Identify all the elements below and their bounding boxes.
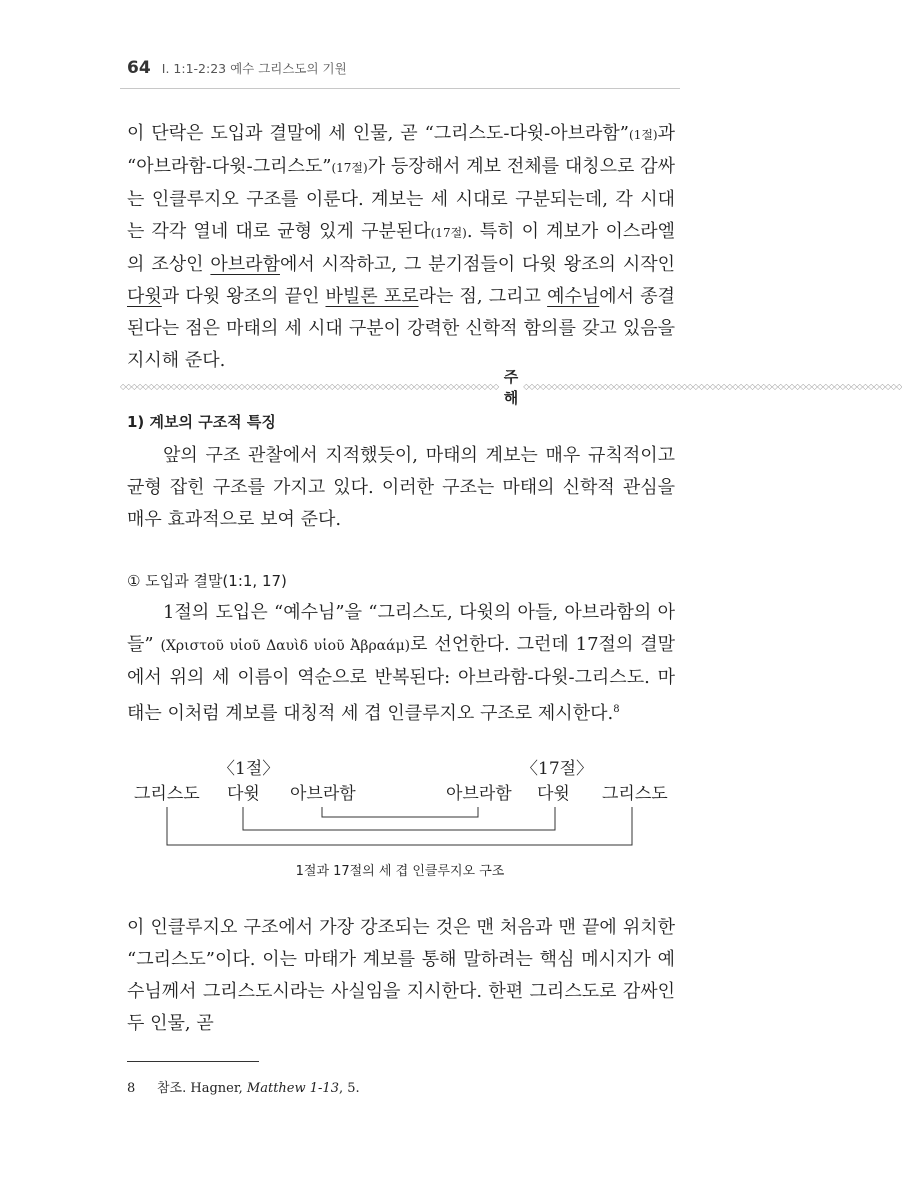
verse-ref: (1절): [629, 128, 658, 142]
subsection-heading: ① 도입과 결말(1:1, 17): [127, 572, 287, 590]
name-david-left: 다윗: [227, 784, 260, 804]
outer-bracket: [167, 807, 632, 845]
subsection-paragraph: 1절의 도입은 “예수님”을 “그리스도, 다윗의 아들, 아브라함의 아들” (Χριστοῦ υἱοῦ Δαυὶδ υἱοῦ Ἀβραάμ)로 선언한다. 그런데 17절의 결말에서 위의 세 이름이 역순으로 반복된다: 아브라함-다윗-그리스도. 마태는 이처럼 계보를 대칭적 세 겹 인클루지오 구조로 제시한다.$^8$: [127, 602, 676, 724]
footnote-title: Matthew 1-13: [246, 1081, 339, 1096]
divider-label: 주해: [503, 368, 519, 407]
verse-1-label: 〈1절〉: [218, 759, 280, 779]
running-header: [127, 58, 347, 86]
underlined-term: 예수님: [547, 286, 600, 307]
name-abraham-left: 아브라함: [290, 784, 356, 804]
middle-bracket: [243, 807, 555, 830]
bracket-lines: [120, 750, 680, 850]
inclusio-diagram: [120, 750, 680, 850]
section-paragraph: 앞의 구조 관찰에서 지적했듯이, 마태의 계보는 매우 규칙적이고 균형 잡힌 구조를 가지고 있다. 이러한 구조는 마태의 신학적 관심을 매우 효과적으로 보여 준다.: [127, 445, 675, 530]
name-christ-left: 그리스도: [134, 784, 200, 804]
running-title: I. 1:1-2:23 예수 그리스도의 기원: [161, 61, 347, 76]
name-david-right: 다윗: [537, 784, 570, 804]
section-heading: 1) 계보의 구조적 특징: [127, 413, 276, 431]
underlined-term: 다윗: [127, 286, 162, 307]
section-divider: [120, 368, 902, 407]
underlined-term: 아브라함: [210, 254, 280, 275]
page-number: 64: [127, 58, 151, 78]
underlined-term: 바빌론 포로: [325, 286, 419, 307]
final-paragraph: 이 인클루지오 구조에서 가장 강조되는 것은 맨 처음과 맨 끝에 위치한 “그리스도”이다. 이는 마태가 계보를 통해 말하려는 핵심 메시지가 예수님께서 그리스도시라는 사실임을 지시한다. 한편 그리스도로 감싸인 두 인물, 곧: [127, 917, 675, 1034]
verse-ref: (17절): [331, 161, 368, 175]
diamond-ornament-right: ◇◇◇◇◇◇◇◇◇◇◇◇◇◇◇◇◇◇◇◇◇◇◇◇◇◇◇◇◇◇◇◇◇◇◇◇◇◇◇◇◇◇◇◇◇◇◇◇◇◇◇◇◇◇◇◇◇◇◇◇◇◇◇◇◇◇◇: [523, 382, 902, 391]
diamond-ornament-left: ◇◇◇◇◇◇◇◇◇◇◇◇◇◇◇◇◇◇◇◇◇◇◇◇◇◇◇◇◇◇◇◇◇◇◇◇◇◇◇◇◇◇◇◇◇◇◇◇◇◇◇◇◇◇◇◇◇◇◇◇◇◇◇◇◇◇◇: [120, 382, 499, 391]
footnote: 8 참조. Hagner, Matthew 1-13, 5.: [127, 1081, 360, 1096]
footnote-number: 8: [127, 1081, 136, 1096]
name-abraham-right: 아브라함: [446, 784, 512, 804]
verse-17-label: 〈17절〉: [521, 759, 594, 779]
verse-ref: (17절): [430, 226, 467, 240]
inner-bracket: [322, 807, 478, 817]
header-rule: [120, 88, 680, 89]
intro-paragraph: 이 단락은 도입과 결말에 세 인물, 곧 “그리스도-다윗-아브라함”(1절)과 “아브라함-다윗-그리스도”(17절)가 등장해서 계보 전체를 대칭으로 감싸는 인클루지오 구조를 이룬다. 계보는 세 시대로 구분되는데, 각 시대는 각각 열네 대로 균형 있게 구분된다(17절). 특히 이 계보가 이스라엘의 조상인 아브라함에서 시작하고, 그 분기점들이 다윗 왕조의 시작인 다윗과 다윗 왕조의 끝인 바빌론 포로라는 점, 그리고 예수님에서 종결된다는 점은 마태의 세 시대 구분이 강력한 신학적 함의를 갖고 있음을 지시해 준다.: [127, 123, 675, 371]
greek-phrase: (Χριστοῦ υἱοῦ Δαυὶδ υἱοῦ Ἀβραάμ): [160, 638, 411, 654]
footnote-rule: [127, 1061, 259, 1062]
diagram-caption: 1절과 17절의 세 겹 인클루지오 구조: [295, 864, 505, 879]
footnote-marker: 8: [613, 704, 620, 715]
name-christ-right: 그리스도: [602, 784, 668, 804]
